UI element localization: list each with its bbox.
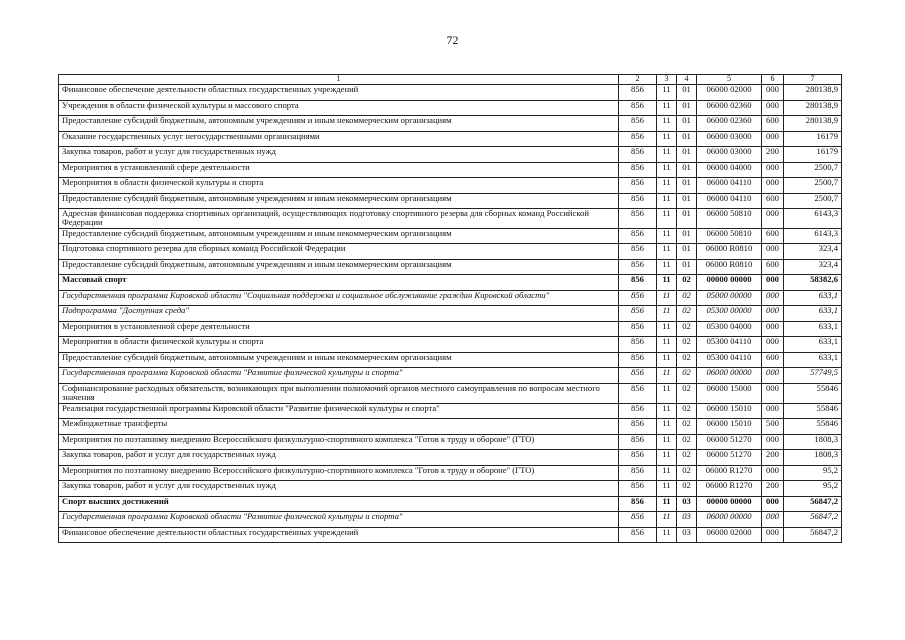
expense-type-cell: 200 [762, 147, 784, 163]
section-code-cell: 11 [657, 512, 677, 528]
expense-type-cell: 000 [762, 290, 784, 306]
subsection-code-cell: 01 [677, 193, 697, 209]
ministry-code-cell: 856 [619, 419, 657, 435]
amount-cell: 56847,2 [784, 496, 842, 512]
expense-type-cell: 600 [762, 228, 784, 244]
target-article-cell: 05300 04110 [697, 337, 762, 353]
expense-type-cell: 000 [762, 403, 784, 419]
amount-cell: 1808,3 [784, 450, 842, 466]
table-body [59, 75, 842, 543]
amount-cell: 1808,3 [784, 434, 842, 450]
ministry-code-cell: 856 [619, 368, 657, 384]
table-row [59, 209, 842, 229]
subsection-code-cell: 02 [677, 403, 697, 419]
ministry-code-cell: 856 [619, 527, 657, 543]
section-code-cell: 11 [657, 290, 677, 306]
amount-cell: 95,2 [784, 481, 842, 497]
target-article-cell: 06000 51270 [697, 450, 762, 466]
target-article-cell: 06000 15010 [697, 403, 762, 419]
table-row [59, 162, 842, 178]
expense-type-cell: 000 [762, 178, 784, 194]
expense-name-cell: Мероприятия по поэтапному внедрению Всероссийского физкультурно-спортивного комплекса "Готов к труду и обороне" (ГТО) [59, 434, 619, 450]
target-article-cell: 06000 00000 [697, 512, 762, 528]
table-row [59, 383, 842, 403]
ministry-code-cell: 856 [619, 481, 657, 497]
page-number: 72 [446, 33, 459, 47]
expense-name-cell: Закупка товаров, работ и услуг для государственных нужд [59, 147, 619, 163]
table-header-row [59, 75, 842, 85]
amount-cell: 2500,7 [784, 193, 842, 209]
target-article-cell: 06000 02360 [697, 100, 762, 116]
expense-name-cell: Мероприятия в установленной сфере деятельности [59, 162, 619, 178]
section-code-cell: 11 [657, 228, 677, 244]
section-code-cell: 11 [657, 209, 677, 229]
table-row [59, 434, 842, 450]
expense-type-cell: 000 [762, 162, 784, 178]
table-row [59, 228, 842, 244]
ministry-code-cell: 856 [619, 306, 657, 322]
table-row [59, 178, 842, 194]
expense-type-cell: 600 [762, 116, 784, 132]
amount-cell: 633,1 [784, 337, 842, 353]
amount-cell: 58382,6 [784, 275, 842, 291]
subsection-code-cell: 01 [677, 244, 697, 260]
subsection-code-cell: 02 [677, 434, 697, 450]
ministry-code-cell: 856 [619, 131, 657, 147]
ministry-code-cell: 856 [619, 193, 657, 209]
amount-cell: 55846 [784, 403, 842, 419]
expense-name-cell: Закупка товаров, работ и услуг для государственных нужд [59, 481, 619, 497]
subsection-code-cell: 02 [677, 290, 697, 306]
amount-cell: 633,1 [784, 290, 842, 306]
ministry-code-cell: 856 [619, 178, 657, 194]
expense-name-cell: Государственная программа Кировской области "Развитие физической культуры и спорта" [59, 512, 619, 528]
amount-cell: 55846 [784, 383, 842, 403]
section-code-cell: 11 [657, 244, 677, 260]
expense-type-cell: 000 [762, 465, 784, 481]
table-row [59, 116, 842, 132]
amount-cell: 323,4 [784, 244, 842, 260]
expense-type-cell: 000 [762, 434, 784, 450]
subsection-code-cell: 02 [677, 306, 697, 322]
expense-type-cell: 000 [762, 85, 784, 101]
amount-cell: 16179 [784, 131, 842, 147]
amount-cell: 57749,5 [784, 368, 842, 384]
expense-type-cell: 000 [762, 337, 784, 353]
subsection-code-cell: 01 [677, 228, 697, 244]
table-row [59, 85, 842, 101]
expense-name-cell: Государственная программа Кировской области "Социальная поддержка и социальное обслуживание граждан Кировской области" [59, 290, 619, 306]
expense-type-cell: 000 [762, 527, 784, 543]
table-row [59, 244, 842, 260]
subsection-code-cell: 02 [677, 419, 697, 435]
expense-type-cell: 600 [762, 352, 784, 368]
table-row [59, 352, 842, 368]
ministry-code-cell: 856 [619, 209, 657, 229]
target-article-cell: 06000 50810 [697, 228, 762, 244]
expense-name-cell: Подготовка спортивного резерва для сборных команд Российской Федерации [59, 244, 619, 260]
ministry-code-cell: 856 [619, 228, 657, 244]
ministry-code-cell: 856 [619, 275, 657, 291]
target-article-cell: 05000 00000 [697, 290, 762, 306]
amount-cell: 633,1 [784, 352, 842, 368]
ministry-code-cell: 856 [619, 244, 657, 260]
ministry-code-cell: 856 [619, 290, 657, 306]
expense-name-cell: Предоставление субсидий бюджетным, автономным учреждениям и иным некоммерческим организациям [59, 193, 619, 209]
subsection-code-cell: 02 [677, 352, 697, 368]
target-article-cell: 06000 02000 [697, 527, 762, 543]
ministry-code-cell: 856 [619, 85, 657, 101]
expense-type-cell: 000 [762, 383, 784, 403]
section-code-cell: 11 [657, 306, 677, 322]
expense-type-cell: 000 [762, 496, 784, 512]
table-row [59, 321, 842, 337]
section-code-cell: 11 [657, 131, 677, 147]
ministry-code-cell: 856 [619, 496, 657, 512]
subsection-code-cell: 01 [677, 85, 697, 101]
table-row [59, 496, 842, 512]
table-row [59, 275, 842, 291]
subsection-code-cell: 03 [677, 512, 697, 528]
amount-cell: 280138,9 [784, 100, 842, 116]
expense-name-cell: Мероприятия в области физической культуры и спорта [59, 178, 619, 194]
amount-cell: 280138,9 [784, 116, 842, 132]
table-row [59, 337, 842, 353]
subsection-code-cell: 02 [677, 465, 697, 481]
target-article-cell: 06000 15010 [697, 419, 762, 435]
amount-cell: 56847,2 [784, 512, 842, 528]
target-article-cell: 00000 00000 [697, 496, 762, 512]
section-code-cell: 11 [657, 481, 677, 497]
target-article-cell: 06000 02360 [697, 116, 762, 132]
ministry-code-cell: 856 [619, 512, 657, 528]
amount-cell: 16179 [784, 147, 842, 163]
section-code-cell: 11 [657, 419, 677, 435]
target-article-cell: 06000 50810 [697, 209, 762, 229]
section-code-cell: 11 [657, 368, 677, 384]
expense-type-cell: 000 [762, 209, 784, 229]
amount-cell: 323,4 [784, 259, 842, 275]
ministry-code-cell: 856 [619, 321, 657, 337]
expense-name-cell: Массовый спорт [59, 275, 619, 291]
target-article-cell: 06000 04110 [697, 178, 762, 194]
expense-name-cell: Спорт высших достижений [59, 496, 619, 512]
expense-type-cell: 000 [762, 512, 784, 528]
table-row [59, 419, 842, 435]
table-row [59, 290, 842, 306]
ministry-code-cell: 856 [619, 147, 657, 163]
amount-cell: 2500,7 [784, 178, 842, 194]
expense-type-cell: 000 [762, 131, 784, 147]
target-article-cell: 06000 02000 [697, 85, 762, 101]
expense-name-cell: Учреждения в области физической культуры и массового спорта [59, 100, 619, 116]
section-code-cell: 11 [657, 147, 677, 163]
expense-type-cell: 000 [762, 368, 784, 384]
amount-cell: 95,2 [784, 465, 842, 481]
header-cell: 7 [784, 75, 842, 85]
expense-type-cell: 000 [762, 100, 784, 116]
table-row [59, 131, 842, 147]
expense-name-cell: Предоставление субсидий бюджетным, автономным учреждениям и иным некоммерческим организациям [59, 116, 619, 132]
target-article-cell: 06000 R1270 [697, 465, 762, 481]
table-row [59, 100, 842, 116]
amount-cell: 6143,3 [784, 228, 842, 244]
target-article-cell: 06000 R1270 [697, 481, 762, 497]
subsection-code-cell: 02 [677, 383, 697, 403]
expense-name-cell: Мероприятия в области физической культуры и спорта [59, 337, 619, 353]
section-code-cell: 11 [657, 275, 677, 291]
ministry-code-cell: 856 [619, 352, 657, 368]
ministry-code-cell: 856 [619, 116, 657, 132]
target-article-cell: 06000 04000 [697, 162, 762, 178]
expense-name-cell: Адресная финансовая поддержка спортивных организаций, осуществляющих подготовку спортивного резерва для сборных команд Российской Федерации [59, 209, 619, 229]
table-row [59, 306, 842, 322]
header-cell: 6 [762, 75, 784, 85]
section-code-cell: 11 [657, 100, 677, 116]
target-article-cell: 05300 04000 [697, 321, 762, 337]
subsection-code-cell: 01 [677, 209, 697, 229]
target-article-cell: 00000 00000 [697, 275, 762, 291]
subsection-code-cell: 02 [677, 481, 697, 497]
section-code-cell: 11 [657, 259, 677, 275]
table-row [59, 368, 842, 384]
target-article-cell: 06000 04110 [697, 193, 762, 209]
target-article-cell: 06000 03000 [697, 131, 762, 147]
amount-cell: 55846 [784, 419, 842, 435]
section-code-cell: 11 [657, 527, 677, 543]
amount-cell: 280138,9 [784, 85, 842, 101]
subsection-code-cell: 02 [677, 450, 697, 466]
subsection-code-cell: 01 [677, 131, 697, 147]
subsection-code-cell: 01 [677, 100, 697, 116]
subsection-code-cell: 01 [677, 178, 697, 194]
expense-name-cell: Финансовое обеспечение деятельности областных государственных учреждений [59, 85, 619, 101]
ministry-code-cell: 856 [619, 383, 657, 403]
target-article-cell: 06000 R0810 [697, 259, 762, 275]
section-code-cell: 11 [657, 403, 677, 419]
target-article-cell: 06000 R0810 [697, 244, 762, 260]
expense-name-cell: Финансовое обеспечение деятельности областных государственных учреждений [59, 527, 619, 543]
table-row [59, 527, 842, 543]
header-cell: 4 [677, 75, 697, 85]
amount-cell: 633,1 [784, 321, 842, 337]
section-code-cell: 11 [657, 434, 677, 450]
target-article-cell: 06000 00000 [697, 368, 762, 384]
subsection-code-cell: 01 [677, 259, 697, 275]
expense-name-cell: Мероприятия по поэтапному внедрению Всероссийского физкультурно-спортивного комплекса "Готов к труду и обороне" (ГТО) [59, 465, 619, 481]
section-code-cell: 11 [657, 85, 677, 101]
subsection-code-cell: 02 [677, 275, 697, 291]
section-code-cell: 11 [657, 352, 677, 368]
ministry-code-cell: 856 [619, 450, 657, 466]
subsection-code-cell: 01 [677, 116, 697, 132]
section-code-cell: 11 [657, 496, 677, 512]
amount-cell: 56847,2 [784, 527, 842, 543]
ministry-code-cell: 856 [619, 259, 657, 275]
table-row [59, 512, 842, 528]
expense-name-cell: Предоставление субсидий бюджетным, автономным учреждениям и иным некоммерческим организациям [59, 352, 619, 368]
section-code-cell: 11 [657, 337, 677, 353]
header-cell: 3 [657, 75, 677, 85]
expense-name-cell: Реализация государственной программы Кировской области "Развитие физической культуры и спорта" [59, 403, 619, 419]
amount-cell: 2500,7 [784, 162, 842, 178]
expense-type-cell: 600 [762, 193, 784, 209]
header-cell: 5 [697, 75, 762, 85]
expense-name-cell: Подпрограмма "Доступная среда" [59, 306, 619, 322]
ministry-code-cell: 856 [619, 162, 657, 178]
expense-type-cell: 200 [762, 481, 784, 497]
subsection-code-cell: 03 [677, 496, 697, 512]
section-code-cell: 11 [657, 465, 677, 481]
table-row [59, 403, 842, 419]
section-code-cell: 11 [657, 450, 677, 466]
section-code-cell: 11 [657, 193, 677, 209]
target-article-cell: 06000 51270 [697, 434, 762, 450]
table-row [59, 193, 842, 209]
expense-type-cell: 000 [762, 244, 784, 260]
subsection-code-cell: 01 [677, 162, 697, 178]
subsection-code-cell: 03 [677, 527, 697, 543]
expense-type-cell: 000 [762, 321, 784, 337]
table-row [59, 450, 842, 466]
section-code-cell: 11 [657, 116, 677, 132]
expense-type-cell: 200 [762, 450, 784, 466]
ministry-code-cell: 856 [619, 465, 657, 481]
target-article-cell: 06000 15000 [697, 383, 762, 403]
target-article-cell: 05300 04110 [697, 352, 762, 368]
section-code-cell: 11 [657, 178, 677, 194]
expense-name-cell: Закупка товаров, работ и услуг для государственных нужд [59, 450, 619, 466]
ministry-code-cell: 856 [619, 434, 657, 450]
budget-table [58, 74, 842, 543]
expense-name-cell: Софинансирование расходных обязательств, возникающих при выполнении полномочий органов местного самоуправления по вопросам местного значения [59, 383, 619, 403]
expense-type-cell: 000 [762, 306, 784, 322]
section-code-cell: 11 [657, 162, 677, 178]
expense-name-cell: Предоставление субсидий бюджетным, автономным учреждениям и иным некоммерческим организациям [59, 228, 619, 244]
header-cell: 2 [619, 75, 657, 85]
expense-type-cell: 600 [762, 259, 784, 275]
amount-cell: 633,1 [784, 306, 842, 322]
subsection-code-cell: 02 [677, 337, 697, 353]
amount-cell: 6143,3 [784, 209, 842, 229]
expense-name-cell: Межбюджетные трансферты [59, 419, 619, 435]
section-code-cell: 11 [657, 321, 677, 337]
header-cell: 1 [59, 75, 619, 85]
subsection-code-cell: 02 [677, 321, 697, 337]
ministry-code-cell: 856 [619, 100, 657, 116]
ministry-code-cell: 856 [619, 403, 657, 419]
table-row [59, 465, 842, 481]
table-row [59, 259, 842, 275]
expense-type-cell: 500 [762, 419, 784, 435]
subsection-code-cell: 01 [677, 147, 697, 163]
target-article-cell: 06000 03000 [697, 147, 762, 163]
section-code-cell: 11 [657, 383, 677, 403]
expense-name-cell: Предоставление субсидий бюджетным, автономным учреждениям и иным некоммерческим организациям [59, 259, 619, 275]
ministry-code-cell: 856 [619, 337, 657, 353]
table-row [59, 481, 842, 497]
expense-type-cell: 000 [762, 275, 784, 291]
table-row [59, 147, 842, 163]
expense-name-cell: Оказание государственных услуг негосударственными организациями [59, 131, 619, 147]
subsection-code-cell: 02 [677, 368, 697, 384]
target-article-cell: 05300 00000 [697, 306, 762, 322]
expense-name-cell: Мероприятия в установленной сфере деятельности [59, 321, 619, 337]
expense-name-cell: Государственная программа Кировской области "Развитие физической культуры и спорта" [59, 368, 619, 384]
